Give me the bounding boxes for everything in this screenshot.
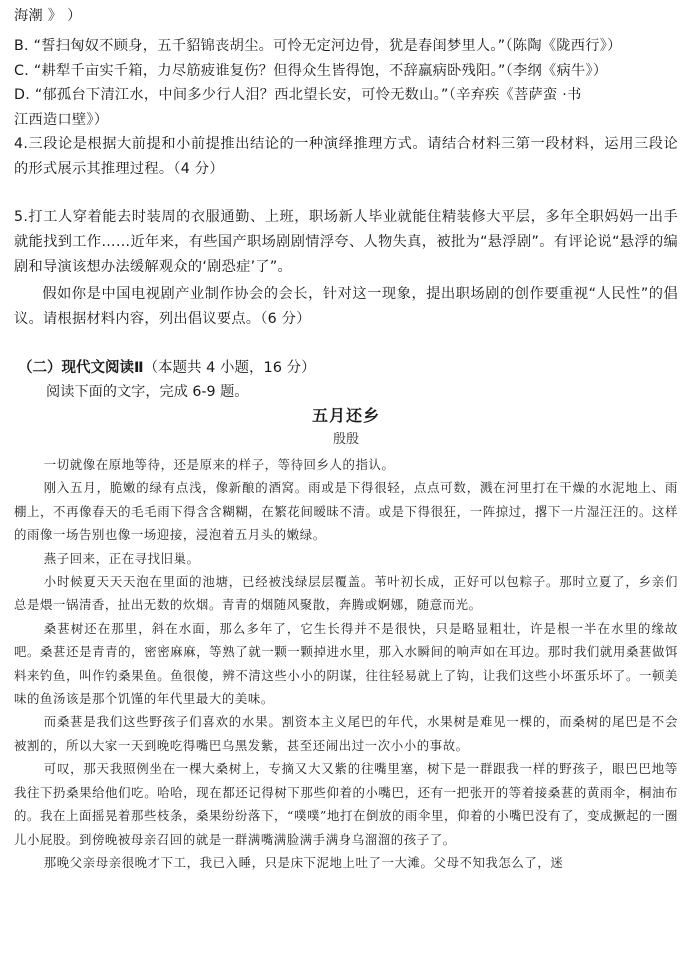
story-author: 殷殷 <box>332 432 359 447</box>
question-4: 4.三段论是根据大前提和小前提推出结论的一种演绎推理方式。请结合材料三第一段材料，运用三段论的形式展示其推理过程。（4 分） <box>14 136 678 177</box>
option-c: C. “耕犁千亩实千箱，力尽筋疲谁复伤？但得众生皆得饱，不辞羸病卧残阳。”（李纲《病牛》） <box>14 63 608 79</box>
story-paragraph: 桑葚树还在那里，斜在水面，那么多年了，它生长得并不是很快，只是略显粗壮，许是根一半在水里的缘故吧。桑葚还是青青的，密密麻麻，等熟了就一颗一颗掉进水里，那入水瞬间的响声如在耳边。那时我们就用桑葚做饵料来钓鱼，叫作钓桑果鱼。鱼很傻，辨不清这些小小的阴谋，往往轻易就上了钩，让我们这些小坏蛋乐坏了。一顿美味的鱼汤该是那个饥馑的年代里最大的美味。 <box>14 620 678 707</box>
option-d-line2: 江西造口壁》） <box>14 112 109 128</box>
section-heading <box>18 357 316 379</box>
story-paragraph: 那晚父亲母亲很晚才下工，我已入睡，只是床下泥地上吐了一大滩。父母不知我怎么了，迷 <box>43 854 564 870</box>
question-5-material: 5.打工人穿着能去时装周的衣服通勤、上班，职场新人毕业就能住精装修大平层，多年全职妈妈一出手就能找到工作……近年来，有些国产职场剧剧情浮夸、人物失真，被批为“悬浮剧”。有评论说“悬浮的编剧和导演该想办法缓解观众的‘剧恐症’了”。 <box>14 209 678 275</box>
story-paragraph: 而桑葚是我们这些野孩子们喜欢的水果。割资本主义尾巴的年代，水果树是难见一棵的，而桑树的尾巴是不会被割的，所以大家一天到晚吃得嘴巴乌黑发紫，甚至还闹出过一次小小的事故。 <box>14 714 678 753</box>
question-5-task: 假如你是中国电视剧产业制作协会的会长，针对这一现象，提出职场剧的创作要重视“人民性”的倡议。请根据材料内容，列出倡议要点。（6 分） <box>14 286 678 327</box>
option-d-line1: D. “郁孤台下清江水，中间多少行人泪？西北望长安，可怜无数山。”（辛弃疾《菩萨蛮 ·书 <box>14 87 582 103</box>
section-meta: （本题共 4 小题，16 分） <box>143 360 316 376</box>
story-body <box>14 453 678 874</box>
story-paragraph: 刚入五月，脆嫩的绿有点浅，像新酿的酒窝。雨或是下得很轻，点点可数，溅在河里打在干燥的水泥地上、雨棚上，不再像春天的毛毛雨下得含含糊糊，在繁花间暧昧不清。或是下得很狂，一阵掠过，撂下一片湿汪汪的。这样的雨像一场告别也像一场迎接，浸泡着五月头的嫩绿。 <box>14 480 678 543</box>
question3-tail: 海潮 》 ） <box>14 8 82 24</box>
story-paragraph: 可叹，那天我照例坐在一棵大桑树上，专摘又大又紫的往嘴里塞，树下是一群跟我一样的野孩子，眼巴巴地等我往下扔桑果给他们吃。哈哈，现在都还记得树下那些仰着的小嘴巴，还有一把张开的等着接桑葚的黄雨伞，桐油布的。我在上面摇晃着那些枝条，桑果纷纷落下，“噗噗”地打在倒放的雨伞里，仰着的小嘴巴没有了，变成撅起的一圈儿小屁股。到傍晚被母亲召回的就是一群满嘴满脸满手满身乌溜溜的孩子了。 <box>14 761 678 847</box>
story-paragraph: 一切就像在原地等待，还是原来的样子，等待回乡人的指认。 <box>43 457 395 472</box>
story-paragraph: 燕子回来，正在寻找旧巢。 <box>43 550 200 566</box>
story-paragraph: 小时候夏天天天泡在里面的池塘，已经被浅绿层层覆盖。苇叶初长成，正好可以包粽子。那时立夏了，乡亲们总是煨一锅清香，扯出无数的炊烟。青青的烟随风聚散，奔腾或婀娜，随意而光。 <box>14 574 678 613</box>
section-title: （二）现代文阅读Ⅱ <box>18 360 144 376</box>
option-b: B. “誓扫匈奴不顾身，五千貂锦丧胡尘。可怜无定河边骨，犹是春闺梦里人。”（陈陶《陇西行》） <box>14 38 622 54</box>
section-instruction: 阅读下面的文字，完成 6-9 题。 <box>46 384 249 400</box>
story-title: 五月还乡 <box>311 406 380 425</box>
